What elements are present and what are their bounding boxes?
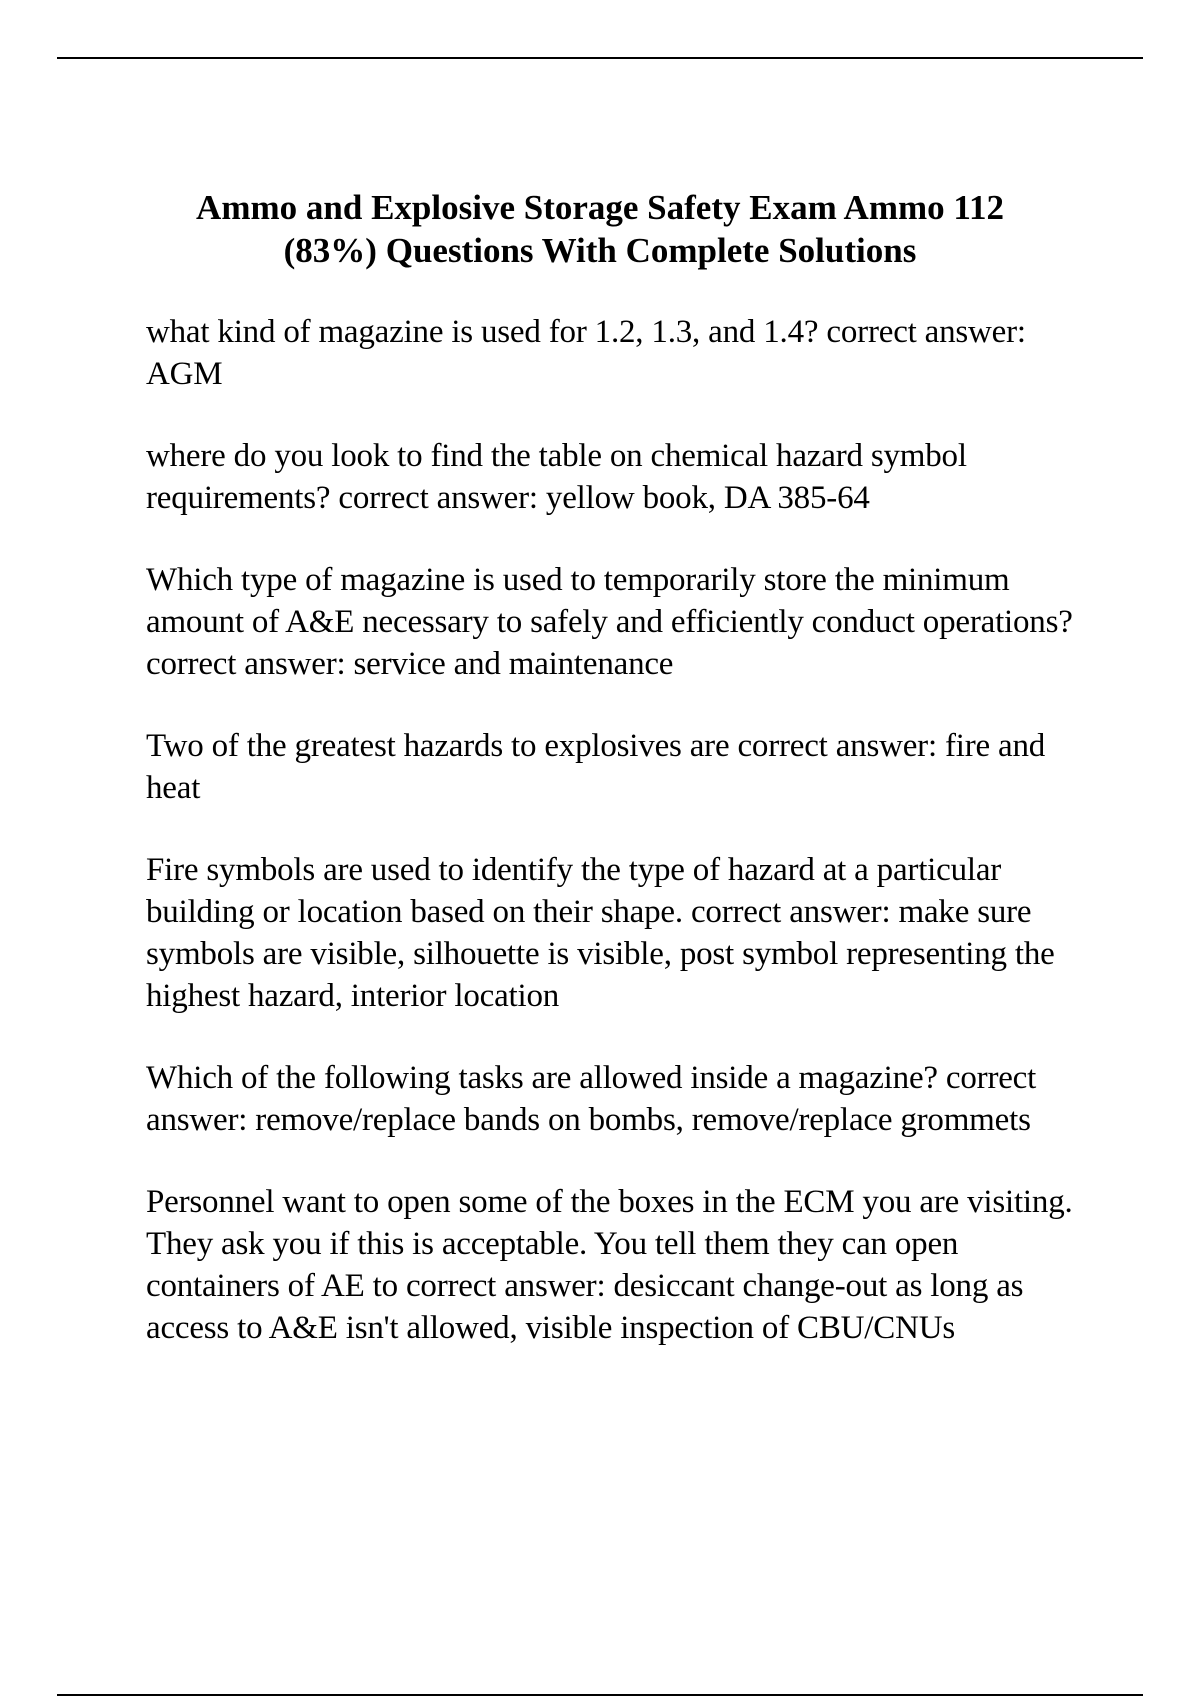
answer-label: correct answer: <box>826 314 1026 350</box>
answer-text: AGM <box>146 356 223 392</box>
answer-label: correct answer: <box>690 894 891 930</box>
bottom-divider <box>57 1694 1143 1696</box>
answer-label: correct answer: <box>338 480 538 516</box>
qa-list <box>146 311 1086 1389</box>
question-text: Fire symbols are used to identify the type of hazard at a particular building or location based on their shape. <box>146 852 1010 930</box>
qa-item-3 <box>146 559 1086 685</box>
question-text: what kind of magazine is used for 1.2, 1.3, and 1.4? <box>146 314 819 350</box>
document-title <box>130 186 1070 272</box>
answer-text: yellow book, DA 385-64 <box>545 480 870 516</box>
title-line-1: Ammo and Explosive Storage Safety Exam Ammo 112 <box>196 188 1004 227</box>
answer-text: make sure symbols are visible, silhouette is visible, post symbol representing the highest hazard, interior location <box>146 894 1063 1014</box>
answer-label: correct answer: <box>737 728 937 764</box>
question-text: Which type of magazine is used to temporarily store the minimum amount of A&E necessary to safely and efficiently conduct operations? <box>146 562 1073 640</box>
qa-item-7 <box>146 1181 1086 1349</box>
qa-item-6 <box>146 1057 1086 1141</box>
answer-label: correct answer: <box>405 1268 606 1304</box>
question-text: Two of the greatest hazards to explosives are <box>146 728 730 764</box>
title-line-2: (83%) Questions With Complete Solutions <box>283 231 917 270</box>
answer-text: desiccant change-out as long as access to A&E isn't allowed, visible inspection of CBU/CNUs <box>146 1268 1032 1346</box>
question-text: Which of the following tasks are allowed inside a magazine? <box>146 1060 938 1096</box>
answer-text: remove/replace bands on bombs, remove/replace grommets <box>255 1102 1031 1138</box>
qa-item-2 <box>146 435 1086 519</box>
qa-item-5 <box>146 849 1086 1017</box>
answer-label: correct answer: <box>146 1060 1045 1138</box>
answer-label: correct answer: <box>146 646 346 682</box>
answer-text: fire and heat <box>146 728 1054 806</box>
qa-item-4 <box>146 725 1086 809</box>
top-divider <box>57 57 1143 59</box>
question-text: Personnel want to open some of the boxes in the ECM you are visiting. They ask you if this is acceptable. You tell them they can open containers of AE to <box>146 1184 1081 1304</box>
question-text: where do you look to find the table on chemical hazard symbol requirements? <box>146 438 975 516</box>
answer-text: service and maintenance <box>353 646 674 682</box>
qa-item-1 <box>146 311 1086 395</box>
